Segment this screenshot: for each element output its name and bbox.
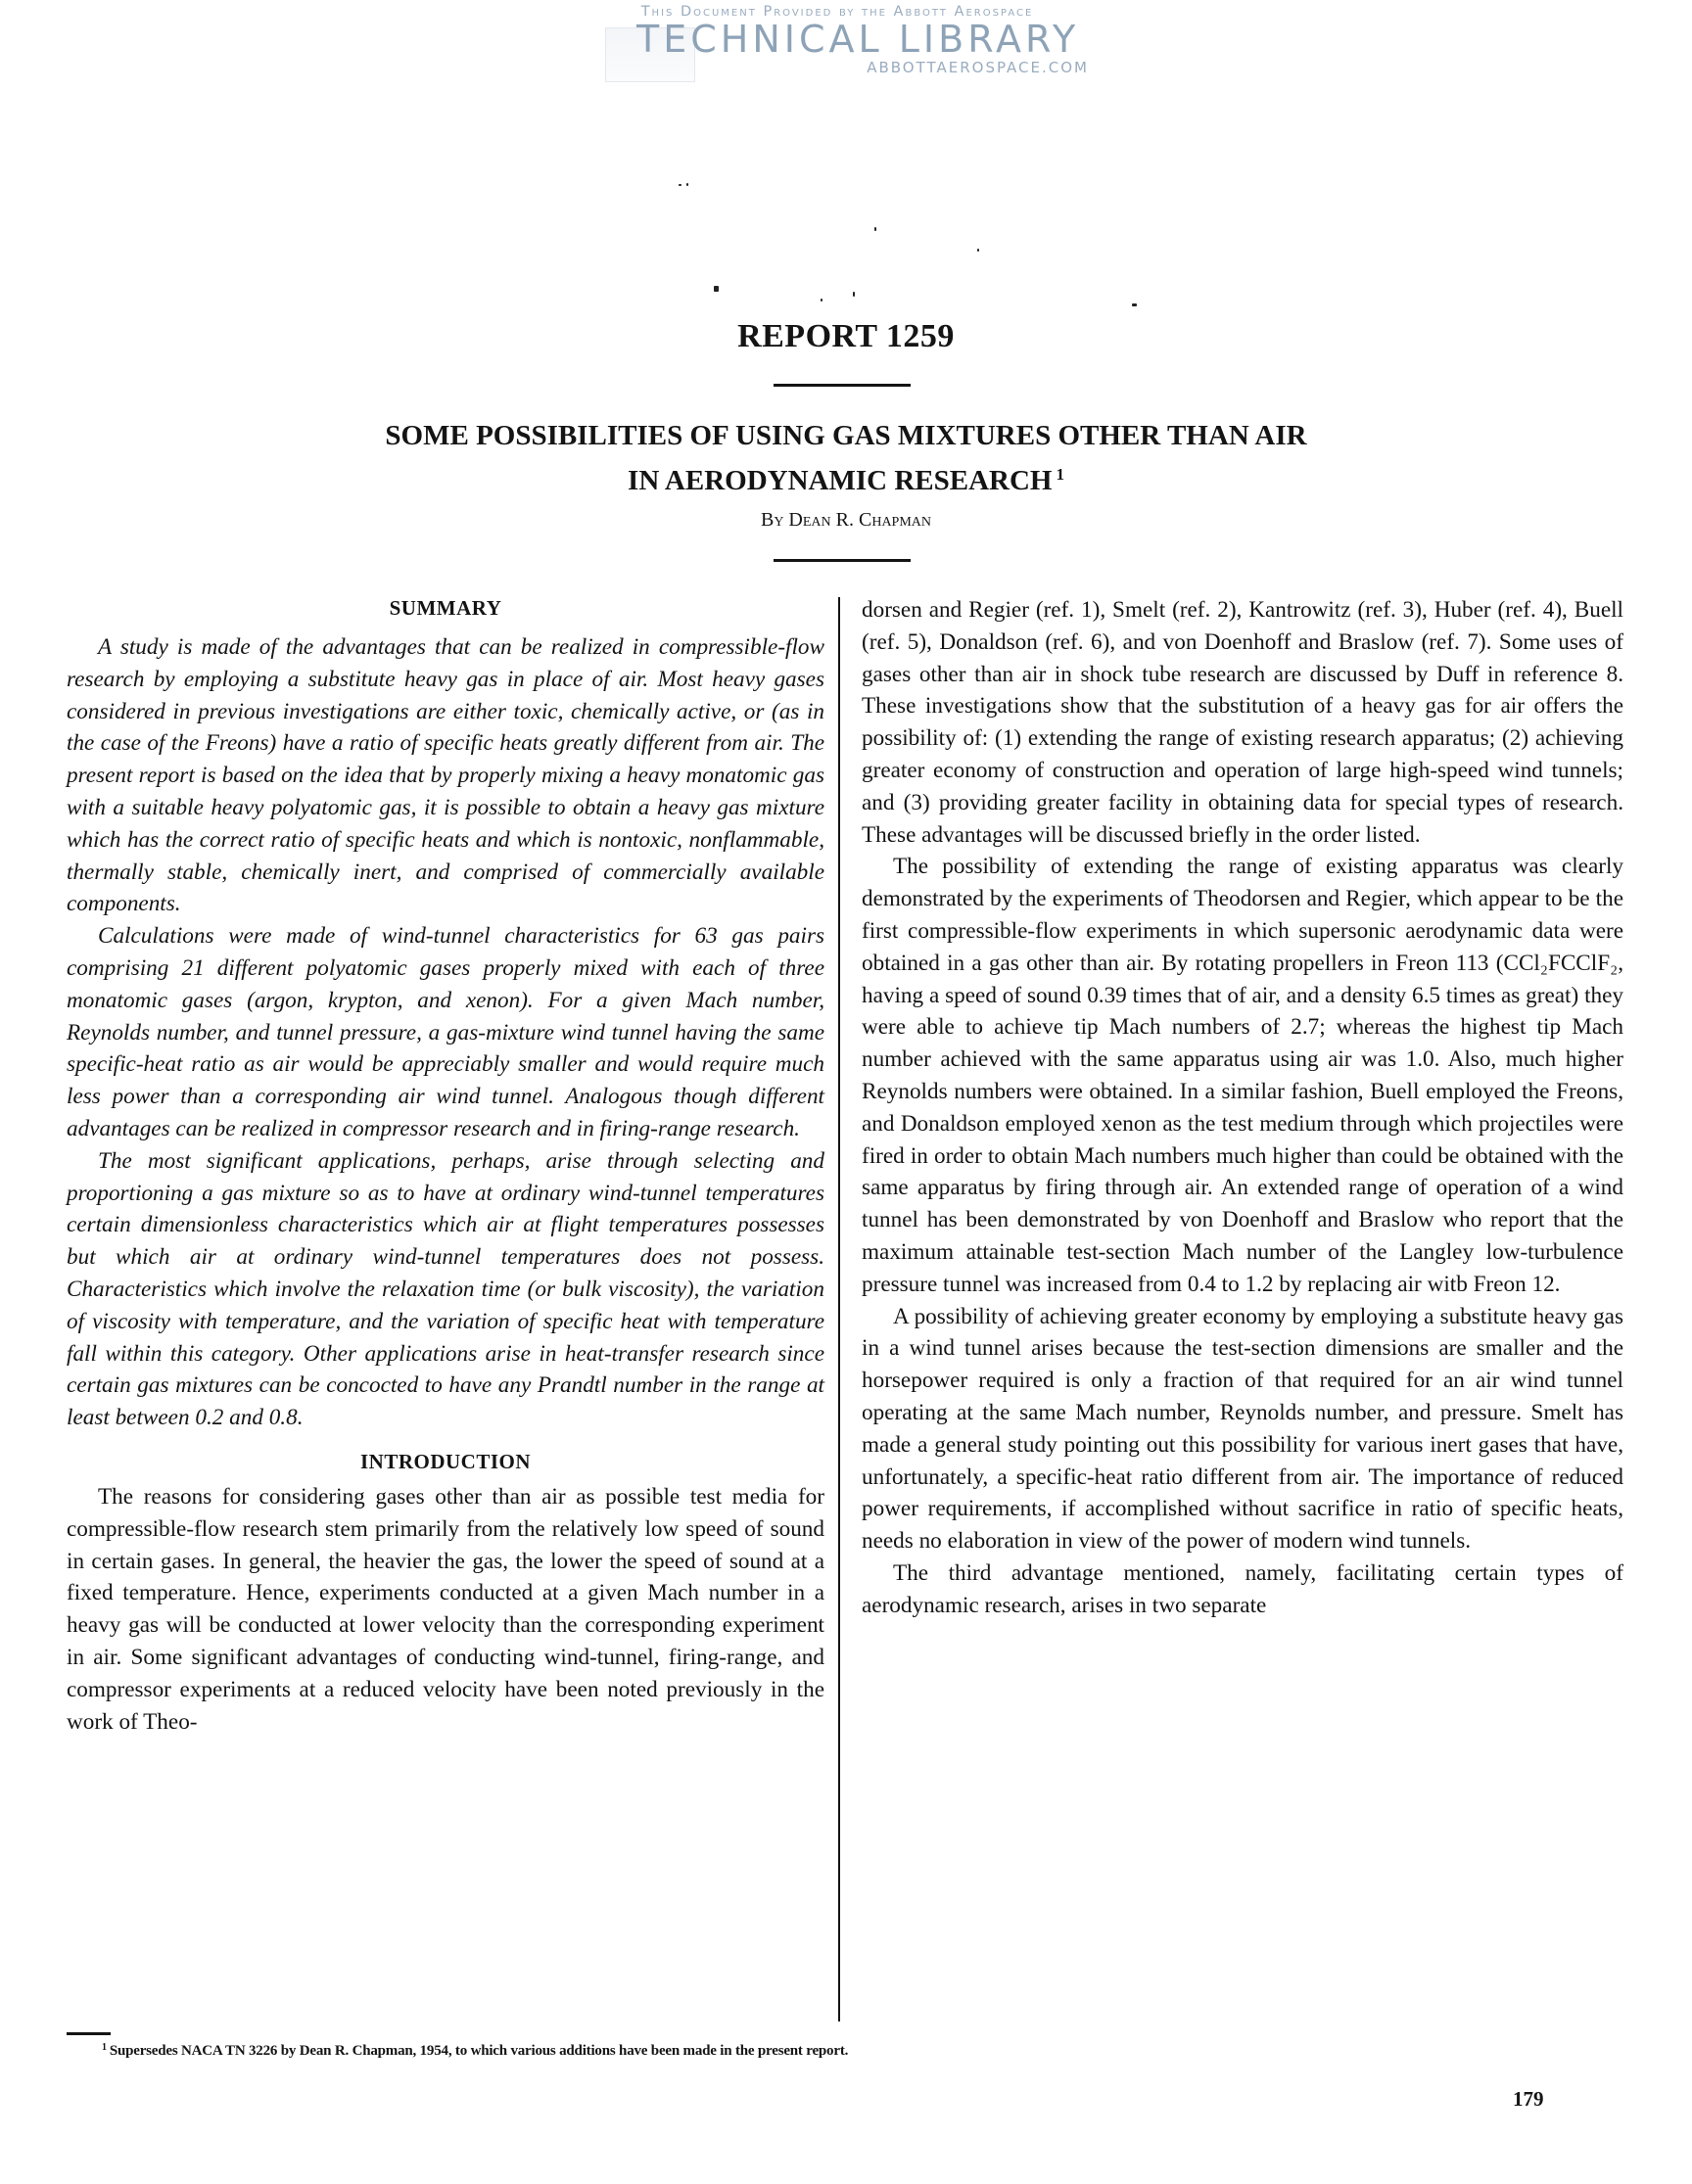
summary-paragraph: The most significant applications, perhaps, arise through selecting and proportioning a gas mixture so as to have at ordinary wind-tunnel temperatures certain dimensionless characteristics which air at flight temperatures possesses but which air at ordinary wind-tunnel temperatures does not possess. Characteristics which involve the relaxation time (or bulk viscosity), the variation of viscosity with temperature, and the variation of specific heat with temperature fall within this category. Other applications arise in heat-transfer research since certain gas mixtures can be concocted to have any Prandtl number in the range at least between 0.2 and 0.8. — [67, 1147, 824, 1431]
right-column — [862, 594, 1623, 1622]
introduction-heading: INTRODUCTION — [359, 1449, 532, 1473]
footnote — [102, 2042, 848, 2060]
title-footnote-mark: 1 — [1056, 465, 1064, 484]
footnote-rule — [67, 2032, 111, 2035]
scan-speck — [853, 292, 855, 297]
summary-heading: SUMMARY — [389, 596, 502, 620]
introduction-paragraph: A possibility of achieving greater economy by employing a substitute heavy gas in a wind tunnel arises because the test-section dimensions are smaller and the horsepower required is only a fraction of that required for an air wind tunnel operating at the same Mach number, Reynolds number, and pressure. Smelt has made a general study pointing out this possibility for various inert gases that have, unfortunately, a specific-heat ratio different from air. The importance of reduced power requirements, if accomplished without sacrifice in ratio of specific heats, needs no elaboration in view of the power of modern wind tunnels. — [862, 1303, 1623, 1555]
scan-speck — [977, 249, 979, 252]
column-divider — [838, 597, 840, 2021]
summary-paragraph: Calculations were made of wind-tunnel characteristics for 63 gas pairs comprising 21 different polyatomic gases properly mixed with each of three monatomic gases (argon, krypton, and xenon). For a given Mach number, Reynolds number, and tunnel pressure, a gas-mixture wind tunnel having the same specific-heat ratio as air would be appreciably smaller and would require much less power than a corresponding air wind tunnel. Analogous though different advantages can be realized in compressor research and in firing-range research. — [67, 923, 824, 1141]
scan-speck — [874, 227, 876, 231]
paper-title — [0, 416, 1692, 500]
title-line-1: SOME POSSIBILITIES OF USING GAS MIXTURES OTHER THAN AIR — [385, 420, 1307, 451]
footnote-text: Supersedes NACA TN 3226 by Dean R. Chapman, 1954, to which various additions have been made in the present report. — [109, 2043, 849, 2059]
left-column — [67, 592, 824, 1738]
title-line-2: IN AERODYNAMIC RESEARCH $^1$ — [628, 465, 1064, 496]
scan-speck — [714, 286, 719, 292]
introduction-paragraph: dorsen and Regier (ref. 1), Smelt (ref. 2), Kantrowitz (ref. 3), Huber (ref. 4), Buell (ref. 5), Donaldson (ref. 6), and von Doenhoff and Braslow (ref. 7). Some uses of gases other than air in shock tube research are discussed by Duff in reference 8. These investigations show that the substitution of a heavy gas for air offers the possibility of: (1) extending the range of existing research apparatus; (2) achieving greater economy of construction and operation of large high-speed wind tunnels; and (3) providing greater facility in obtaining data for special types of research. These advantages will be discussed briefly in the order listed. — [862, 597, 1623, 848]
introduction-paragraph: The possibility of extending the range of existing apparatus was clearly demonstrated by the experiments of Theodorsen and Regier, which appear to be the first compressible-flow experiments in which supersonic aerodynamic data were obtained in a gas other than air. By rotating propellers in Freon 113 (CCl₂FCClF₂, having a speed of sound 0.39 times that of air, and a density 6.5 times as great) they were able to achieve tip Mach numbers of 2.7; whereas the highest tip Mach number achieved with the same apparatus using air was 1.0. Also, much higher Reynolds numbers were obtained. In a similar fashion, Buell employed the Freons, and Donaldson employed xenon as the test medium through which projectiles were fired in order to obtain Mach numbers much higher than could be obtained with the same apparatus by firing through air. An extended range of operation of a wind tunnel has been demonstrated by von Doenhoff and Braslow who report that the maximum attainable test-section Mach number of the Langley low-turbulence pressure tunnel was increased from 0.4 to 1.2 by replacing air witb Freon 12. — [862, 854, 1623, 1297]
title-rule-top — [774, 384, 911, 387]
footnote-mark: 1 — [102, 2042, 107, 2053]
page-number: 179 — [1513, 2087, 1544, 2111]
scan-speck — [1132, 303, 1137, 306]
scan-speck — [679, 184, 682, 186]
summary-paragraph: A study is made of the advantages that can be realized in compressible-flow research by employing a substitute heavy gas in place of air. Most heavy gases considered in previous investigations are either toxic, chemically active, or (as in the case of the Freons) have a ratio of specific heats greatly different from air. The present report is based on the idea that by properly mixing a heavy monatomic gas with a suitable heavy polyatomic gas, it is possible to obtain a heavy gas mixture which has the correct ratio of specific heats and which is nontoxic, nonflammable, thermally stable, chemically inert, and comprised of commercially available components. — [67, 634, 824, 917]
introduction-paragraph: The reasons for considering gases other than air as possible test media for compressible-flow research stem primarily from the relatively low speed of sound in certain gases. In general, the heavier the gas, the lower the speed of sound at a fixed temperature. Hence, experiments conducted at a given Mach number in a heavy gas will be conducted at lower velocity than the corresponding experiment in air. Some significant advantages of conducting wind-tunnel, firing-range, and compressor experiments at a reduced velocity have been noted previously in the work of Theo- — [67, 1483, 824, 1735]
byline: By Dean R. Chapman — [760, 509, 932, 531]
title-rule-bottom — [774, 559, 911, 562]
scan-speck — [686, 183, 688, 186]
scan-speck — [821, 299, 822, 302]
watermark-logo — [578, 4, 1097, 82]
watermark-line3: ABBOTTAEROSPACE.COM — [867, 59, 1089, 76]
watermark-line2: TECHNICAL LIBRARY — [636, 18, 1080, 61]
introduction-paragraph: The third advantage mentioned, namely, facilitating certain types of aerodynamic research, arises in two separate — [862, 1559, 1623, 1618]
watermark-line1: This Document Provided by the Abbott Aerospace — [640, 4, 1034, 20]
report-number: REPORT 1259 — [737, 318, 955, 354]
